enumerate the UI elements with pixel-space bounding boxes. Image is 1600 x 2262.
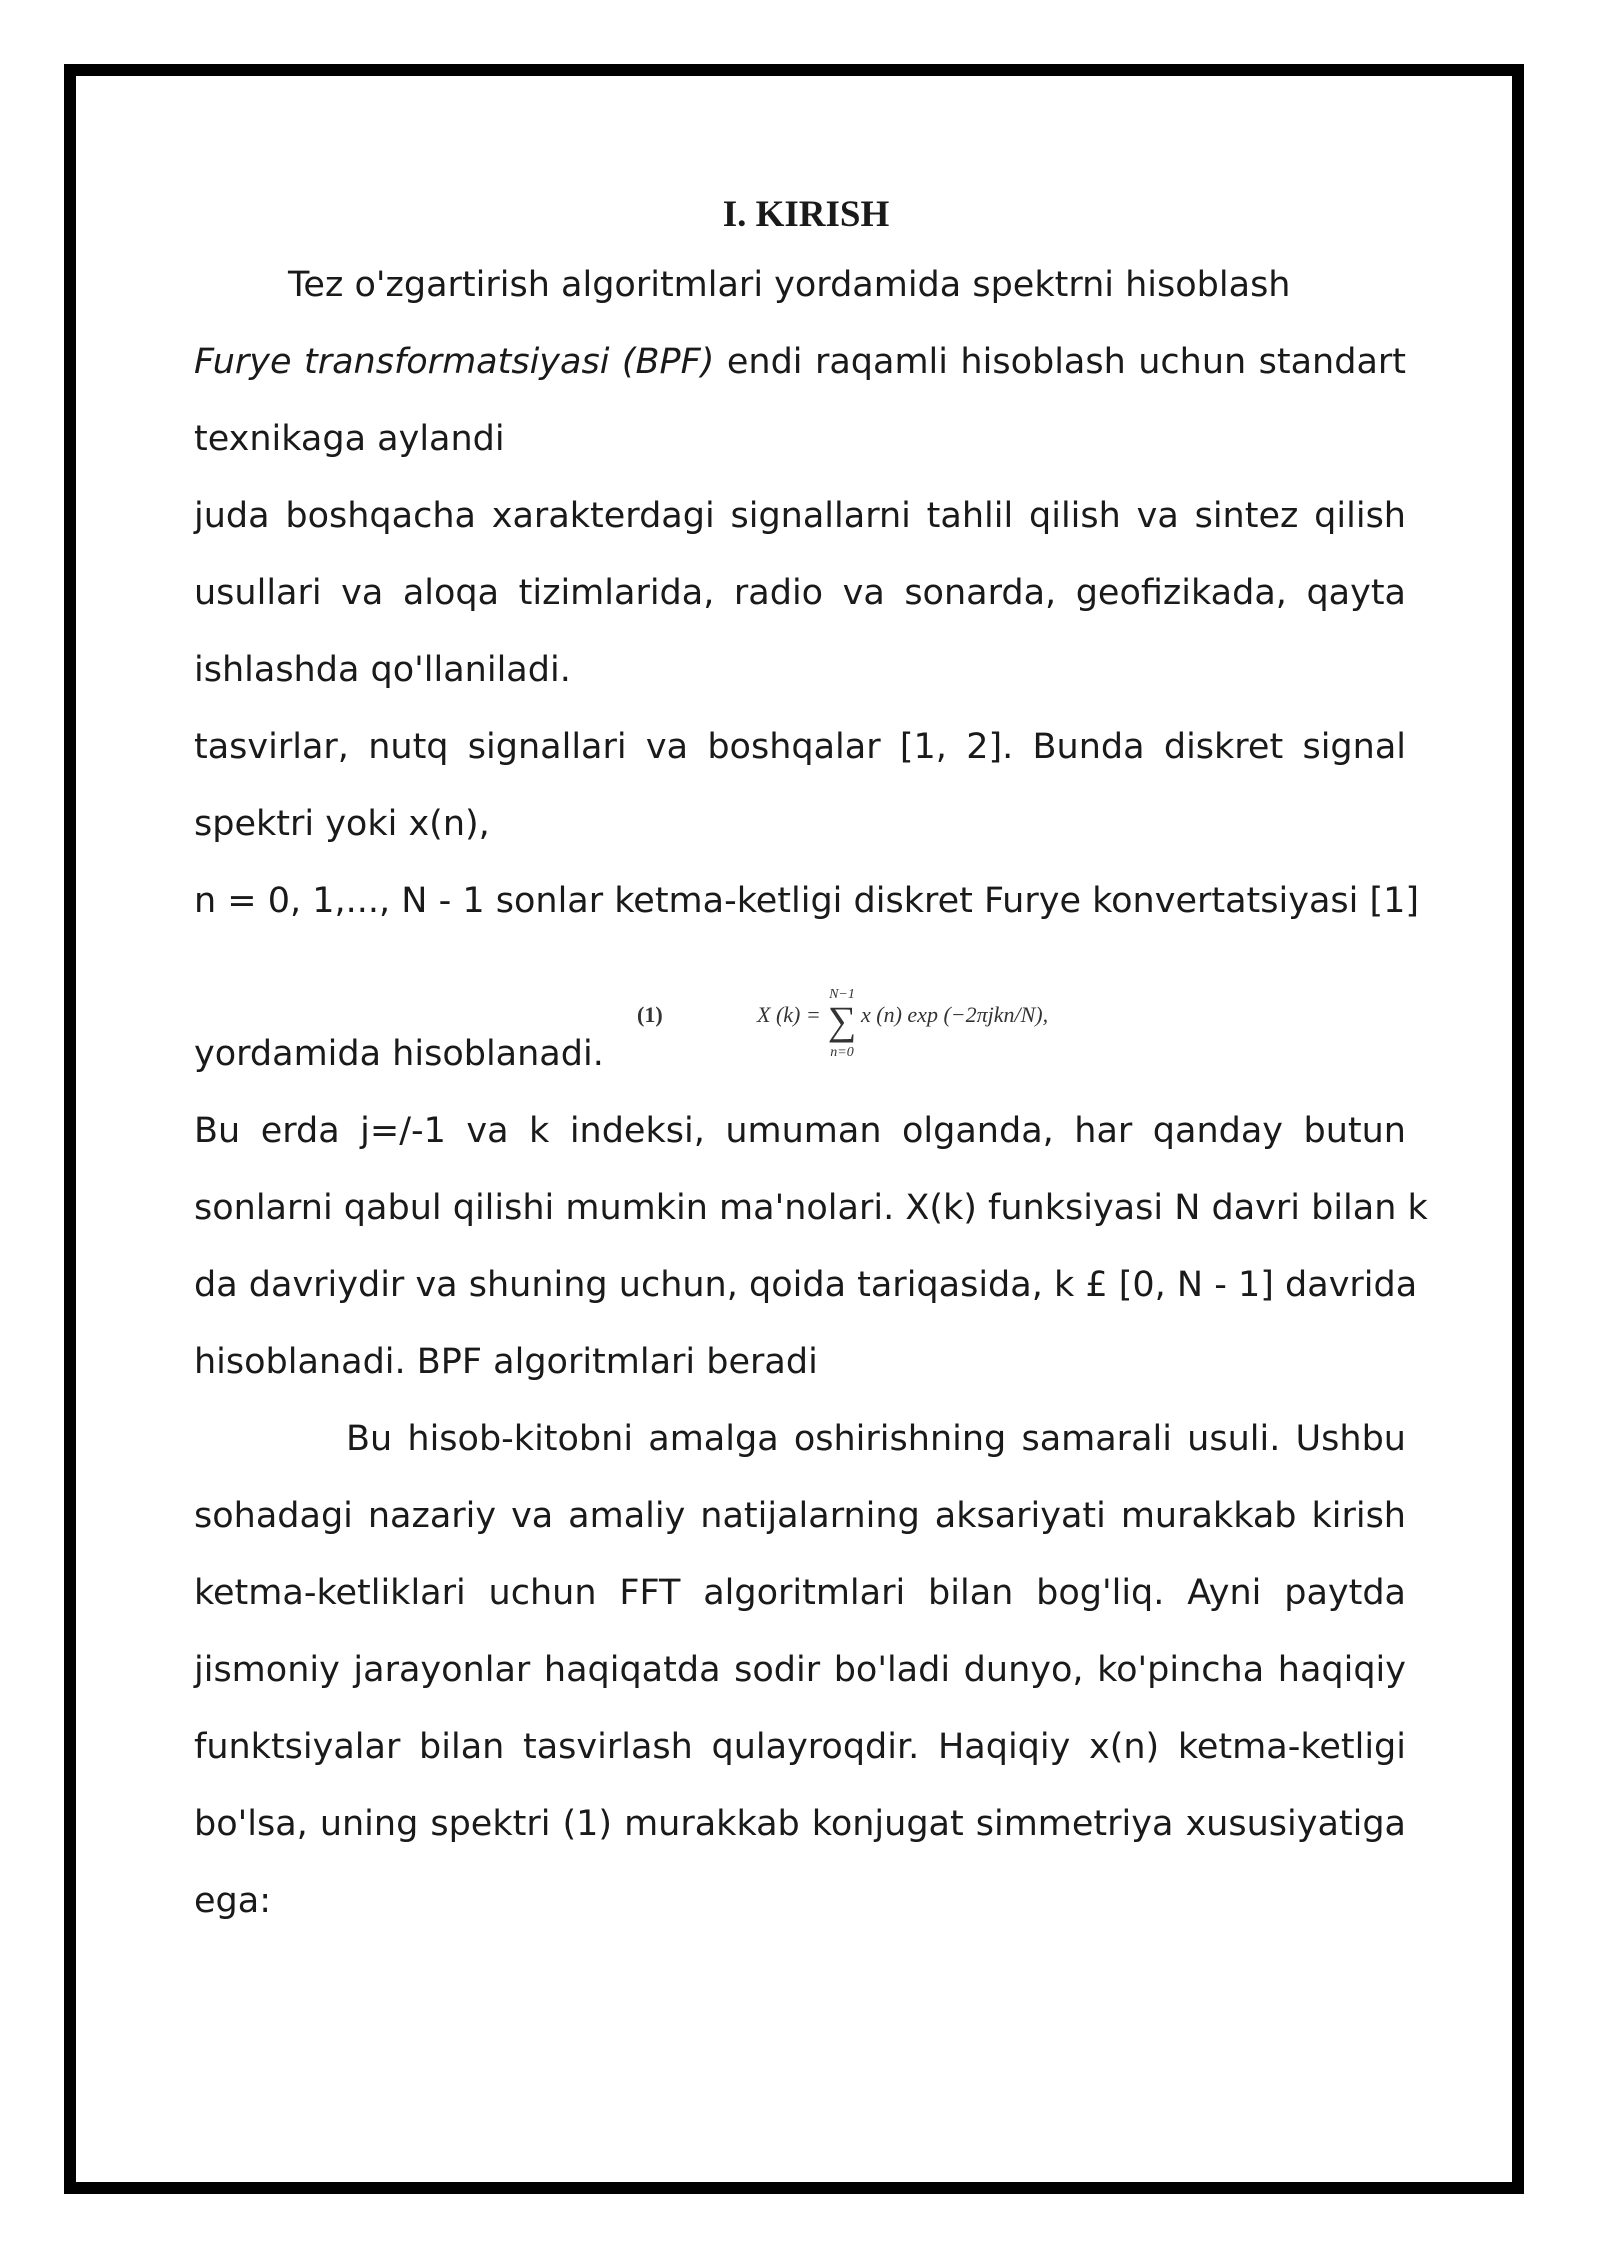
paragraph-line: bo'lsa, uning spektri (1) murakkab konjugat simmetriya xususiyatiga xyxy=(194,1804,1406,1844)
section-heading: I. KIRISH xyxy=(722,194,890,235)
paragraph-line: juda boshqacha xarakterdagi signallarni tahlil qilish va sintez qilish xyxy=(194,496,1406,536)
sum-upper-limit: N−1 xyxy=(829,987,855,1002)
formula-number: (1) xyxy=(637,1002,663,1027)
paragraph-line: sohadagi nazariy va amaliy natijalarning aksariyati murakkab kirish xyxy=(194,1496,1406,1536)
paragraph-line: yordamida hisoblanadi. xyxy=(194,1034,604,1074)
formula-body: x (n) exp (−2πjkn/N), xyxy=(861,1002,1049,1027)
paragraph-line: spektri yoki x(n), xyxy=(194,804,490,844)
paragraph-line: sonlarni qabul qilishi mumkin ma'nolari. X(k) funksiyasi N davri bilan k xyxy=(194,1188,1428,1228)
dft-formula xyxy=(620,970,1140,1065)
paragraph-line: ega: xyxy=(194,1881,271,1921)
sum-lower-limit: n=0 xyxy=(830,1045,854,1060)
sigma-symbol: ∑ xyxy=(827,998,857,1043)
line-text: endi raqamli hisoblash uchun standart xyxy=(714,342,1407,382)
paragraph-line: Bu hisob-kitobni amalga oshirishning samarali usuli. Ushbu xyxy=(346,1419,1406,1459)
paragraph-line: hisoblanadi. BPF algoritmlari beradi xyxy=(194,1342,818,1382)
paragraph-line: n = 0, 1,..., N - 1 sonlar ketma-ketligi diskret Furye konvertatsiyasi [1] xyxy=(194,881,1420,921)
paragraph-line: ishlashda qo'llaniladi. xyxy=(194,650,571,690)
italic-term: Furye transformatsiyasi (BPF) xyxy=(194,342,715,382)
paragraph-line: Bu erda j=/-1 va k indeksi, umuman olganda, har qanday butun xyxy=(194,1111,1406,1151)
paragraph-line: jismoniy jarayonlar haqiqatda sodir bo'ladi dunyo, ko'pincha haqiqiy xyxy=(194,1650,1406,1690)
paragraph-line: ketma-ketliklari uchun FFT algoritmlari bilan bog'liq. Ayni paytda xyxy=(194,1573,1406,1613)
paragraph-line: texnikaga aylandi xyxy=(194,419,505,459)
paragraph-line: tasvirlar, nutq signallari va boshqalar [1, 2]. Bunda diskret signal xyxy=(194,727,1406,767)
paragraph-line: usullari va aloqa tizimlarida, radio va sonarda, geofizikada, qayta xyxy=(194,573,1406,613)
formula-lhs: X (k) = xyxy=(757,1002,821,1027)
paragraph-line xyxy=(194,337,1406,387)
paragraph-line: da davriydir va shuning uchun, qoida tariqasida, k £ [0, N - 1] davrida xyxy=(194,1265,1418,1305)
paragraph-line: funktsiyalar bilan tasvirlash qulayroqdir. Haqiqiy x(n) ketma-ketligi xyxy=(194,1727,1406,1767)
paragraph-line: Tez o'zgartirish algoritmlari yordamida spektrni hisoblash xyxy=(288,265,1291,305)
